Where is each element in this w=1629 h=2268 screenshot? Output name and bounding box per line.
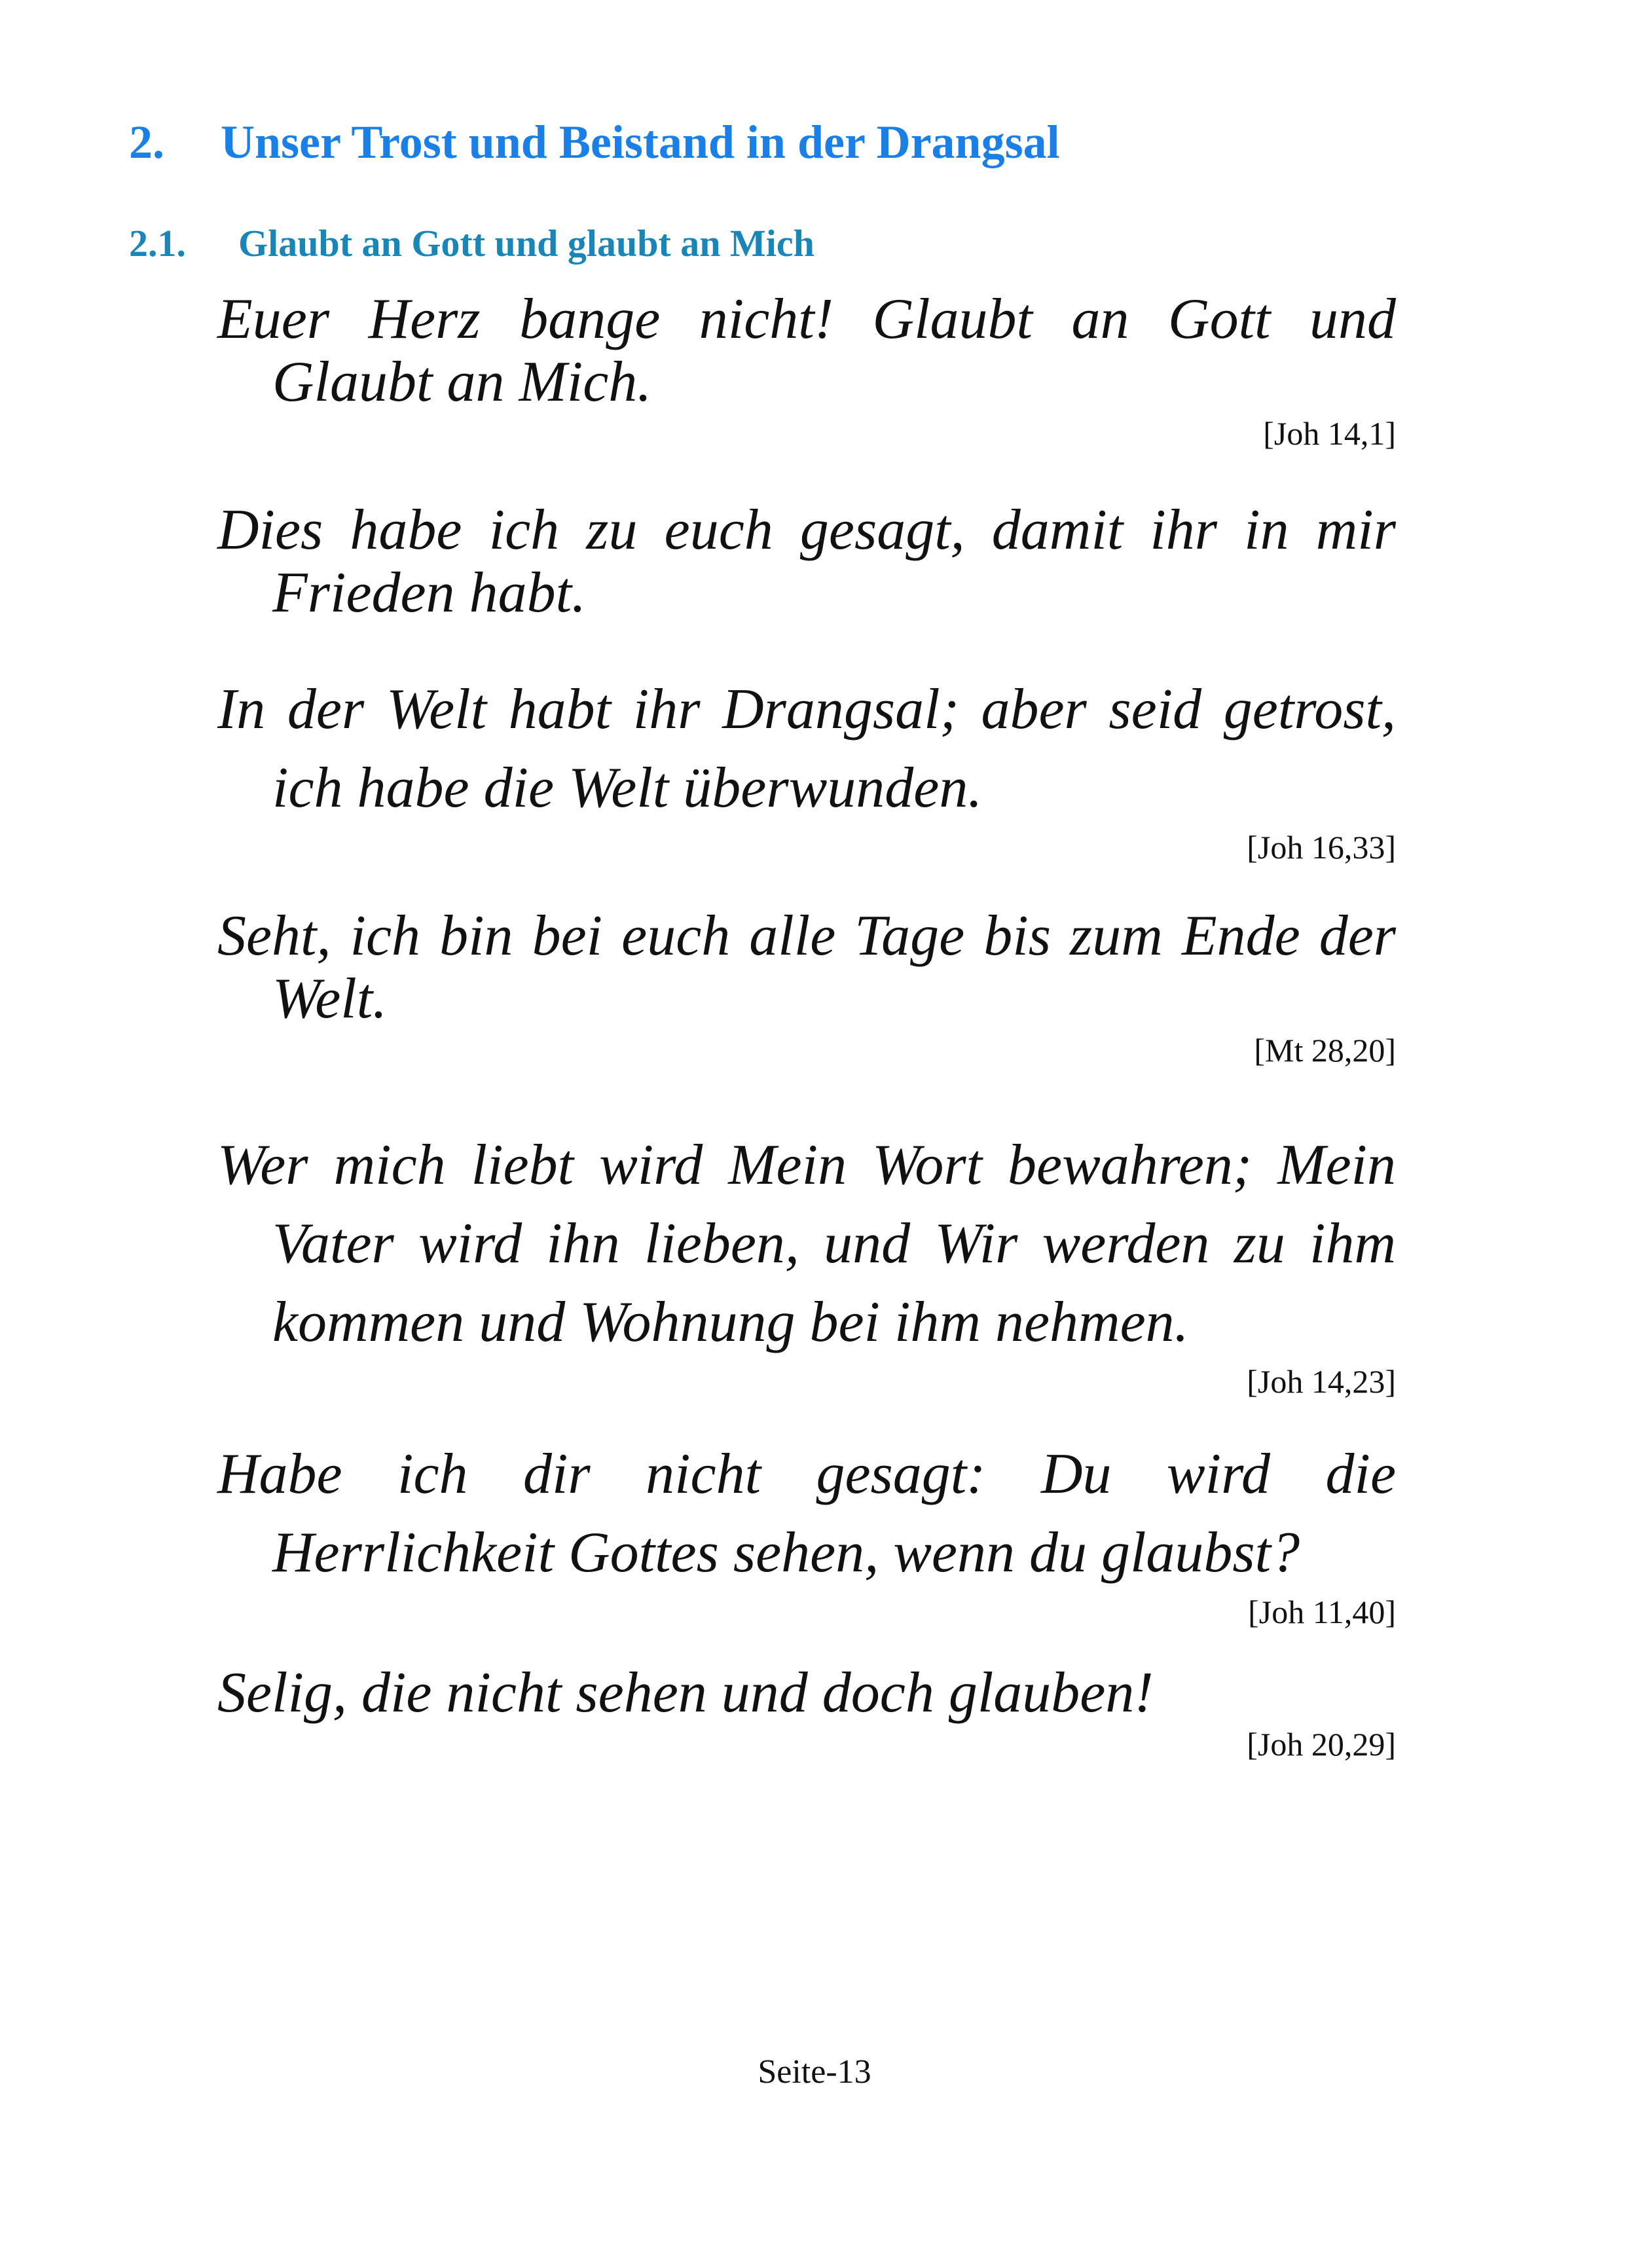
section-number: 2.	[129, 116, 164, 168]
verse-block	[217, 288, 1396, 453]
section-title: Unser Trost und Beistand in der Drangsal	[221, 116, 1060, 168]
section-heading	[129, 117, 1060, 168]
verse-block	[217, 670, 1396, 867]
verse-reference: [Joh 11,40]	[1248, 1594, 1396, 1630]
verse-text: Seht, ich bin bei euch alle Tage bis zum Ende der Welt.	[217, 904, 1396, 1031]
verse-reference: [Joh 16,33]	[1247, 829, 1396, 866]
verse-block	[217, 1662, 1396, 1764]
verse-reference: [Mt 28,20]	[1254, 1032, 1396, 1069]
verse-reference: [Joh 20,29]	[1247, 1726, 1396, 1763]
verse-text: Dies habe ich zu euch gesagt, damit ihr in mir Frieden habt.	[217, 498, 1396, 625]
verse-text: Wer mich liebt wird Mein Wort bewahren; Mein Vater wird ihn lieben, und Wir werden zu ihm kommen und Wohnung bei ihm nehmen.	[217, 1133, 1396, 1354]
subsection-number: 2.1.	[129, 222, 186, 265]
page-number: Seite-13	[758, 2053, 871, 2091]
verse-reference: [Joh 14,23]	[1247, 1363, 1396, 1400]
verse-text: Selig, die nicht sehen und doch glauben!	[217, 1661, 1154, 1725]
subsection-heading	[129, 223, 814, 265]
verse-block	[217, 1435, 1396, 1632]
verse-text: In der Welt habt ihr Drangsal; aber seid getrost, ich habe die Welt überwunden.	[217, 678, 1396, 820]
verse-reference: [Joh 14,1]	[1263, 415, 1396, 452]
verse-list	[217, 288, 1396, 1764]
verse-text: Habe ich dir nicht gesagt: Du wird die Herrlichkeit Gottes sehen, wenn du glaubst?	[217, 1442, 1396, 1584]
subsection-title: Glaubt an Gott und glaubt an Mich	[238, 222, 814, 265]
verse-block	[217, 499, 1396, 625]
verse-text: Euer Herz bange nicht! Glaubt an Gott und Glaubt an Mich.	[217, 287, 1396, 414]
verse-block	[217, 1126, 1396, 1401]
verse-block	[217, 905, 1396, 1070]
